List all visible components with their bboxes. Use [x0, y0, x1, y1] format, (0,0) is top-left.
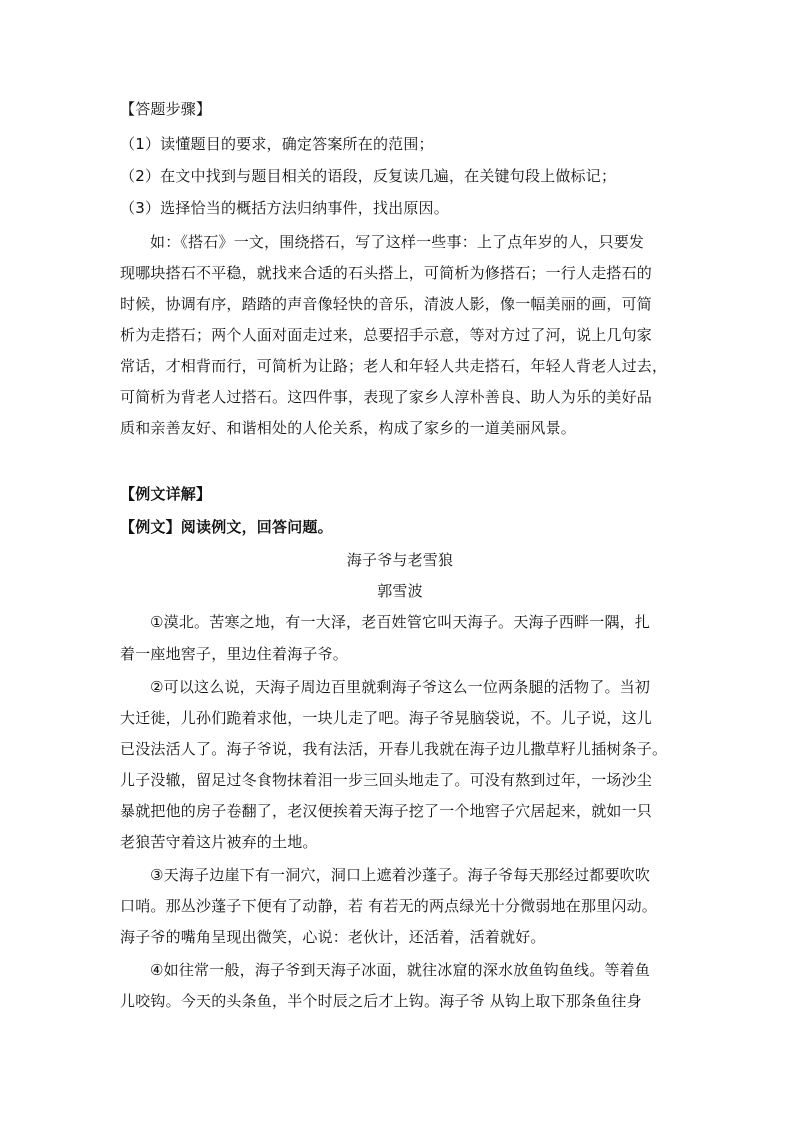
story-line-12: ④如往常一般，海子爷到天海子冰面，就往冰窟的深水放鱼钩鱼线。等着鱼 [150, 961, 651, 979]
section2-prompt: 【例文】阅读例文，回答问题。 [120, 518, 333, 536]
example-line-6: 可简析为背老人过搭石。这四件事，表现了家乡人淳朴善良、助人为乐的美好品 [120, 388, 653, 406]
step-item-1: （1）读懂题目的要求，确定答案所在的范围； [120, 135, 434, 153]
example-line-4: 析为走搭石；两个人面对面走过来，总要招手示意，等对方过了河，说上几句家 [120, 326, 653, 344]
story-line-13: 儿咬钩。今天的头条鱼，半个时辰之后才上钩。海子爷 从钩上取下那条鱼往身 [120, 992, 642, 1010]
story-line-11: 海子爷的嘴角呈现出微笑，心说：老伙计，还活着，活着就好。 [120, 928, 546, 946]
example-line-5: 常话，才相背而行，可简析为让路；老人和年轻人共走搭石，年轻人背老人过去， [120, 357, 668, 375]
section2-heading: 【例文详解】 [120, 485, 212, 503]
story-line-8: 老狼苦守着这片被弃的土地。 [120, 833, 318, 851]
example-line-1: 如：《搭石》一文，围绕搭石，写了这样一些事：上了点年岁的人，只要发 [150, 233, 645, 251]
example-line-2: 现哪块搭石不平稳，就找来合适的石头搭上，可简析为修搭石；一行人走搭石的 [120, 264, 653, 282]
story-line-2: 着一座地窖子，里边住着海子爷。 [120, 645, 349, 663]
story-line-10: 口哨。那丛沙蓬子下便有了动静，若 有若无的两点绿光十分微弱地在那里闪动。 [120, 897, 657, 915]
story-line-3: ②可以这么说，天海子周边百里就剩海子爷这么一位两条腿的活物了。当初 [150, 678, 651, 696]
story-line-4: 大迁徙，儿孙们跪着求他，一块儿走了吧。海子爷晃脑袋说，不。儿子说，这儿 [120, 709, 653, 727]
steps-heading: 【答题步骤】 [120, 100, 212, 118]
story-line-9: ③天海子边崖下有一洞穴，洞口上遮着沙蓬子。海子爷每天那经过都要吹吹 [150, 866, 651, 884]
story-author: 郭雪波 [377, 582, 423, 600]
example-line-7: 质和亲善友好、和谐相处的人伦关系，构成了家乡的一道美丽风景。 [120, 419, 577, 437]
story-line-1: ①漠北。苦寒之地，有一大泽，老百姓管它叫天海子。天海子西畔一隅，扎 [150, 613, 651, 631]
story-line-6: 儿子没辙，留足过冬食物抹着泪一步三回头地走了。可没有熬到过年，一场沙尘 [120, 771, 653, 789]
story-line-5: 已没法活人了。海子爷说，我有法活，开春儿我就在海子边儿撒草籽儿插树条子。 [120, 740, 668, 758]
step-item-2: （2）在文中找到与题目相关的语段，反复读几遍，在关键句段上做标记； [120, 167, 617, 185]
story-line-7: 暴就把他的房子卷翻了，老汉便挨着天海子挖了一个地窖子穴居起来，就如一只 [120, 802, 653, 820]
example-line-3: 时候，协调有序，踏踏的声音像轻快的音乐，清波人影，像一幅美丽的画，可简 [120, 295, 653, 313]
story-title: 海子爷与老雪狼 [346, 551, 454, 569]
step-item-3: （3）选择恰当的概括方法归纳事件，找出原因。 [120, 199, 449, 217]
